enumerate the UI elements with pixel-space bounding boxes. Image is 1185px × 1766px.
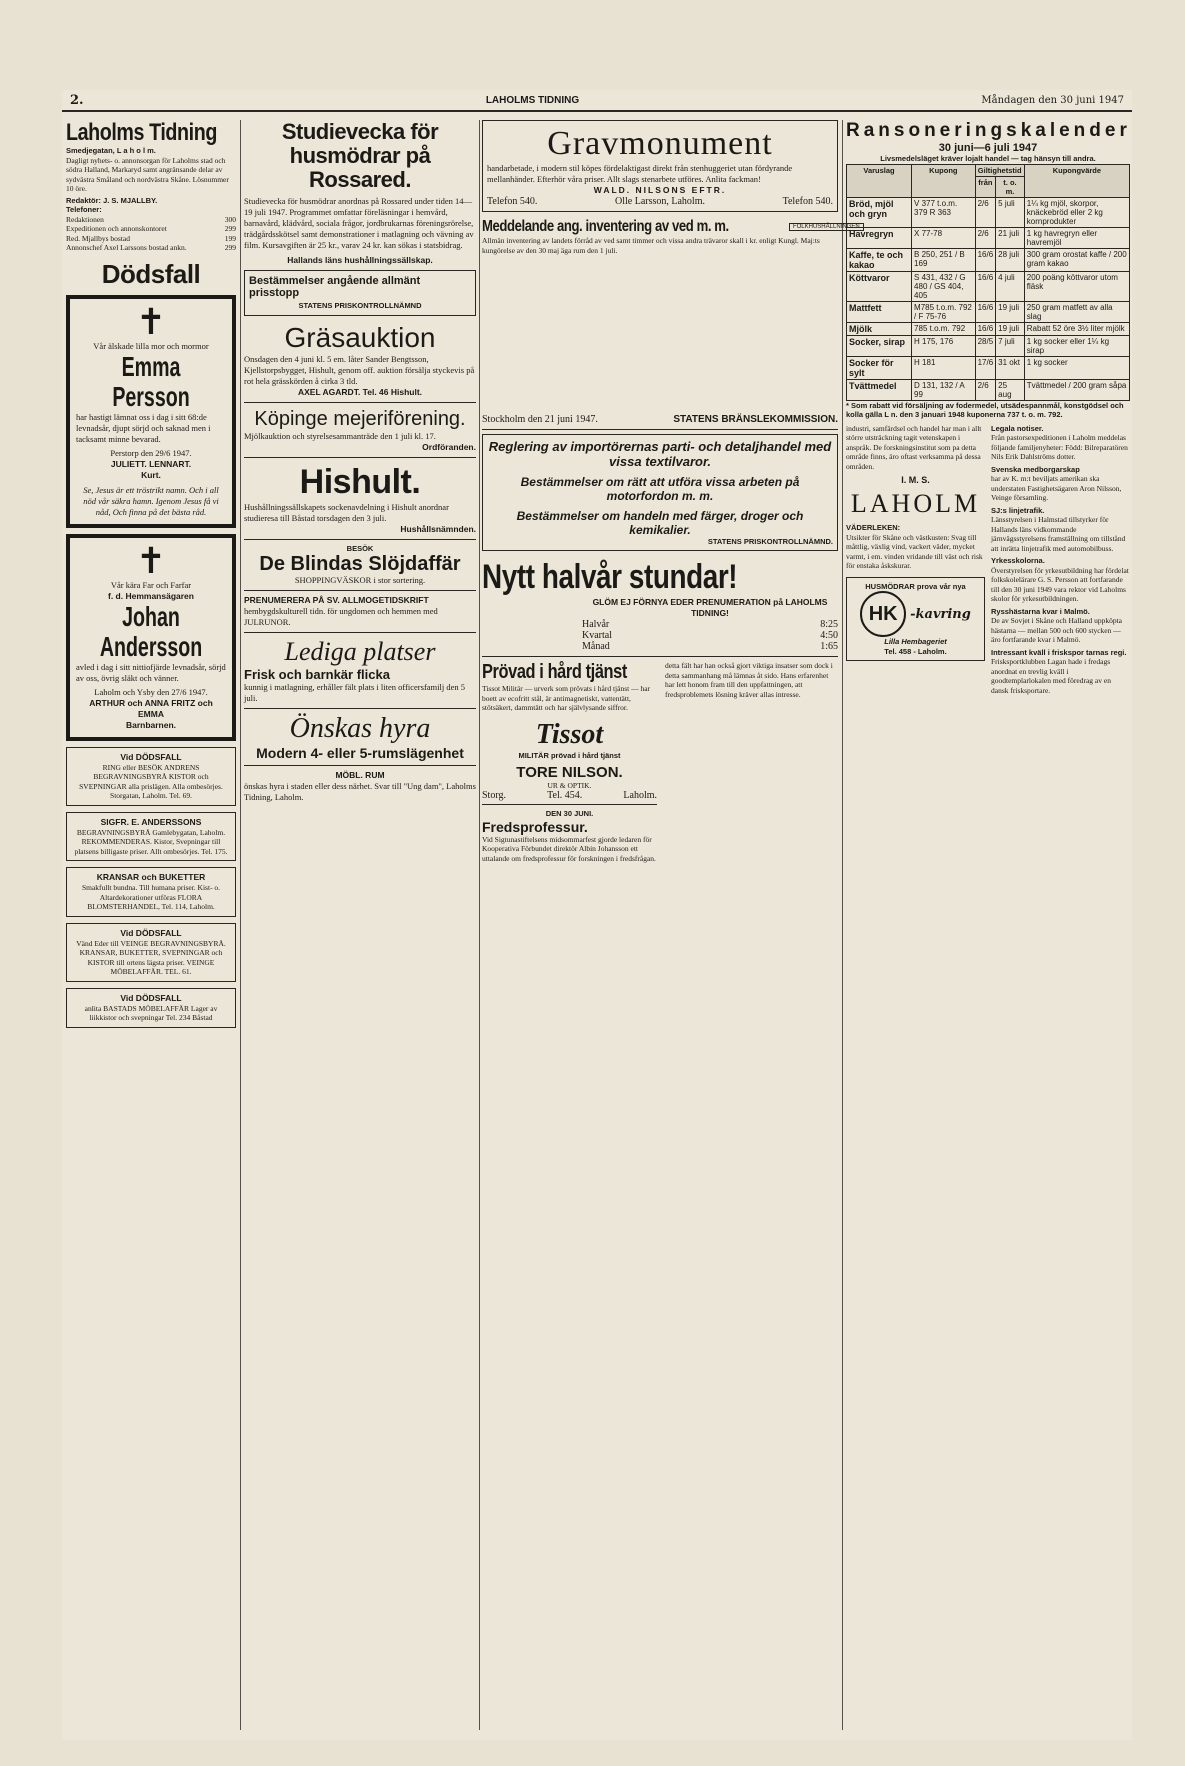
- ad-text: anlita BASTADS MÖBELAFFÄR Lager av liikkistor och svepningar Tel. 234 Båstad: [84, 1003, 218, 1022]
- studievecka-note: Hallands läns hushållningssällskap.: [287, 255, 433, 265]
- ad-head: Vid DÖDSFALL: [120, 992, 182, 1003]
- tore-street: Storg.: [482, 789, 506, 801]
- th-tom: t. o. m.: [996, 176, 1025, 197]
- nytt-sub: GLÖM EJ FÖRNYA EDER PRENUMERATION på LAHOLMS TIDNING!: [592, 597, 828, 618]
- inv-sign: STATENS BRÄNSLEKOMMISSION.: [673, 414, 838, 425]
- notice-signer: Kurt.: [141, 469, 161, 480]
- grav-phone-left: Telefon 540.: [487, 196, 538, 207]
- funeral-ad: [66, 812, 236, 862]
- row-fran: 2/6: [975, 197, 996, 227]
- mobl-title: MÖBL. RUM: [335, 770, 385, 780]
- tissot-logo-sub: MILITÄR prövad i hård tjänst: [518, 750, 621, 760]
- ad-head: Vid DÖDSFALL: [120, 751, 182, 762]
- th-varuslag: Varuslag: [847, 164, 912, 197]
- divider: [244, 457, 476, 458]
- deceased-name: Johan Andersson: [99, 600, 203, 662]
- divider: [244, 539, 476, 540]
- hishult-body: Hushållningssällskapets sockenavdelning i Hishult anordnar studieresa till Båstad torsdagen den 3 juli.: [244, 501, 449, 523]
- vader-body: Utsikter för Skåne och västkusten: Svag till måttlig, växlig vind, vackert väder, mycket varmt, i em. vinden vridande till väst och risk för enstaka åskskurar.: [846, 532, 983, 570]
- inv-date: Stockholm den 21 juni 1947.: [482, 414, 598, 425]
- notice-signers: ARTHUR och ANNA FRITZ och EMMA: [89, 697, 213, 719]
- ad-text: BEGRAVNINGSBYRÅ Gamlebygatan, Laholm. REKOMMENDERAS. Kistor, Svepningar till platsens billigaste priser. Allt ombesörjes. Tel. 175.: [74, 827, 228, 856]
- th-fran: från: [975, 176, 996, 197]
- hk-top: HUSMÖDRAR prova vår nya: [865, 581, 966, 591]
- tore-town: Laholm.: [623, 789, 657, 801]
- yrkes-title: Yrkesskolorna.: [991, 556, 1045, 565]
- row-kupong: M785 t.o.m. 792 / F 75-76: [912, 301, 976, 322]
- funeral-ad: [66, 923, 236, 982]
- row-tom: 4 juli: [996, 271, 1025, 301]
- rk-period: 30 juni—6 juli 1947: [938, 142, 1038, 154]
- paper-name: LAHOLMS TIDNING: [485, 94, 580, 106]
- table-row: [847, 379, 1130, 400]
- row-category: Mattfett: [849, 302, 882, 313]
- newspaper-page: [62, 90, 1132, 1740]
- article-sign: I. M. S.: [901, 475, 930, 485]
- notice-text: avled i dag i sitt nittiofjärde levnadsår, sörjd av oss, övrig släkt och vänner.: [76, 661, 226, 683]
- phone-label: Expeditionen och annonskontoret: [66, 224, 167, 233]
- provad-title: Prövad i hård tjänst: [482, 661, 627, 683]
- price-label: Kvartal: [582, 630, 612, 641]
- divider: [244, 708, 476, 709]
- article-left: [846, 424, 985, 696]
- row-category: Socker för sylt: [849, 357, 894, 378]
- table-row: [847, 335, 1130, 356]
- page-header: [62, 90, 1132, 112]
- legala-body: Från pastorsexpeditionen i Laholm meddelas följande familjenyheter: Född: Bilreparatören Nils Erik Dahlströms dotter.: [991, 433, 1128, 461]
- price-value: 8:25: [820, 619, 838, 630]
- price-list: [482, 619, 838, 652]
- mejeri-body: Mjölkauktion och styrelsesammanträde den 1 juli kl. 17.: [244, 430, 436, 441]
- divider: [482, 804, 657, 805]
- studievecka-body: Studievecka för husmödrar anordnas på Rossared under tiden 14—19 juli 1947. Programmet omfattar föreläsningar i hemvård, barnavård, klädvård, sociala frågor, jordbrukarnas föreningsrörelse, trädgårdsskötsel samt demonstrationer i matlagning och vävning av film. Kursavgiften är 25 kr., varav 24 kr. kan sökas i statsbidrag.: [244, 196, 474, 250]
- hk-tel: Tel. 458 - Laholm.: [884, 646, 947, 656]
- phones-label: Telefoner:: [66, 205, 102, 214]
- sv-body: hembygdskulturell tidn. för ungdomen och hemmen med JULRUNOR.: [244, 606, 438, 627]
- row-tom: 19 juli: [996, 301, 1025, 322]
- price-row: [582, 630, 838, 641]
- notice-intro: Vår kära Far och Farfar: [110, 579, 192, 590]
- tissot-ad: [482, 661, 657, 863]
- mobl-body: önskas hyra i staden eller dess närhet. Svar till "Ung dam", Laholms Tidning, Laholm.: [244, 781, 476, 802]
- hk-logo-icon: HK: [860, 591, 906, 637]
- column-2: [244, 120, 476, 803]
- row-tom: 5 juli: [996, 197, 1025, 227]
- row-kupong: D 131, 132 / A 99: [912, 379, 976, 400]
- phone-row: [66, 215, 236, 225]
- lediga-title: Lediga platser: [284, 637, 436, 666]
- onskas-sub: Modern 4- eller 5-rumslägenhet: [256, 745, 464, 761]
- row-category: Bröd, mjöl och gryn: [849, 198, 894, 219]
- table-row: [847, 322, 1130, 335]
- masthead-title: Laholms Tidning: [66, 119, 217, 146]
- tissot-logo: Tissot: [535, 718, 604, 750]
- phone-number: 300: [224, 214, 236, 224]
- grav-contact: [487, 196, 833, 207]
- cross-icon: ✝: [135, 301, 167, 343]
- death-notice-1: [66, 295, 236, 528]
- laholm-heading: LAHOLM: [850, 489, 981, 518]
- row-tom: 21 juli: [996, 227, 1025, 248]
- notice-intro: Vår älskade lilla mor och mormor: [93, 340, 209, 351]
- price-row: [582, 619, 838, 630]
- studievecka-headline: Studievecka för husmödrar på Rossared.: [281, 119, 439, 192]
- table-row: [847, 356, 1130, 379]
- row-fran: 16/6: [975, 322, 996, 335]
- notice-signers: JULIETT. LENNART.: [110, 458, 192, 469]
- sv-title: PRENUMERERA PÅ SV. ALLMOGETIDSKRIFT: [244, 595, 429, 605]
- row-kupong: B 250, 251 / B 169: [912, 248, 976, 271]
- rys-title: Rysshästarna kvar i Malmö.: [991, 606, 1090, 616]
- vader-title: VÄDERLEKEN:: [846, 523, 901, 532]
- row-fran: 2/6: [975, 379, 996, 400]
- grav-phone-right: Telefon 540.: [782, 196, 833, 207]
- reg-sub1: Bestämmelser om rätt att utföra vissa arbeten på motorfordon m. m.: [520, 474, 800, 503]
- price-row: [582, 641, 838, 652]
- rk-sub: Livsmedelsläget kräver lojalt handel — tag hänsyn till andra.: [880, 154, 1096, 163]
- ad-text: Smakfullt bundna. Till humana priser. Kist- o. Altardekorationer utföras FLORA BLOMSTERHANDEL, Tel. 114, Laholm.: [81, 883, 221, 911]
- nytt-title: Nytt halvår stundar!: [482, 558, 738, 596]
- table-row: [847, 271, 1130, 301]
- death-notice-2: [66, 534, 236, 741]
- dodsfall-heading: Dödsfall: [101, 258, 201, 289]
- ransonering-table: [846, 164, 1130, 401]
- mejeri-title: Köpinge mejeriförening.: [254, 407, 466, 430]
- phone-label: Annonschef Axel Larssons bostad ankn.: [66, 243, 187, 252]
- hishult-sign: Hushållsnämnden.: [400, 523, 476, 534]
- th-kupong: Kupong: [912, 164, 976, 197]
- table-row: [847, 197, 1130, 227]
- row-fran: 16/6: [975, 271, 996, 301]
- divider: [482, 429, 838, 430]
- row-tom: 19 juli: [996, 322, 1025, 335]
- row-tom: 28 juli: [996, 248, 1025, 271]
- intr-title: Intressant kväll i friskspor tarnas regi.: [991, 647, 1127, 657]
- blindas-sub: SHOPPINGVÄSKOR i stor sortering.: [294, 575, 426, 585]
- tore-sub: UR & OPTIK.: [547, 781, 592, 790]
- rys-body: De av Sovjet i Skåne och Halland uppköpta hästarna — mellan 500 och 600 stycken — äro fortfarande kvar i Malmö.: [991, 616, 1123, 644]
- table-row: [847, 248, 1130, 271]
- row-value: Tvättmedel / 200 gram såpa: [1024, 379, 1129, 400]
- yrkes-body: Överstyrelsen för yrkesutbildning har fördelat folkskolelärare G. S. Persson att fortfarande till den 30 juni 1949 vara rektor vid Laholms skolor för yrkesutbildningen.: [991, 565, 1129, 603]
- phone-row: [66, 224, 236, 234]
- grav-title: Gravmonument: [547, 125, 773, 162]
- phone-number: 199: [224, 233, 236, 243]
- tore-name: TORE NILSON.: [516, 764, 623, 781]
- divider: [244, 765, 476, 766]
- article-mid: [665, 661, 838, 863]
- divider: [482, 656, 838, 657]
- divider: [244, 590, 476, 591]
- mejeri-sign: Ordföranden.: [422, 441, 476, 452]
- column-rule: [842, 120, 843, 1730]
- reglering-notice: [482, 434, 838, 552]
- fred-date: DEN 30 JUNI.: [545, 809, 594, 818]
- grav-firm: WALD. NILSONS EFTR.: [593, 185, 727, 195]
- row-fran: 2/6: [975, 227, 996, 248]
- row-tom: 25 aug: [996, 379, 1025, 400]
- grasauktion-title: Gräsauktion: [284, 321, 436, 353]
- row-value: 1 kg havregryn eller havremjöl: [1024, 227, 1129, 248]
- inv-body-fill: [482, 255, 838, 415]
- issue-date: Måndagen den 30 juni 1947: [981, 94, 1124, 106]
- provad-body: Tissot Militär — urverk som prövats i hård tjänst — har boett av ecofritt stål, är antimagnetiskt, vattentätt, stötsäkert, dammtätt och har självlysande siffror.: [482, 684, 651, 712]
- hk-kavring-ad: [846, 577, 985, 662]
- ad-head: Vid DÖDSFALL: [120, 927, 182, 938]
- svenska-body: har av K. m:t beviljats amerikan ska understaten Fastighetsägaren Aron Nilsson, Veinge församling.: [991, 474, 1122, 502]
- row-kupong: H 175, 176: [912, 335, 976, 356]
- phone-row: [66, 243, 236, 253]
- notice-role: f. d. Hemmansägaren: [108, 590, 194, 601]
- inv-body: Allmän inventering av landets förråd av ved samt timmer och vissa andra trävaror skall i kr. enligt Kungl. Maj:ts kungörelse av den 30 maj äga rum den 1 juli.: [482, 236, 820, 255]
- legala-title: Legala notiser.: [991, 423, 1044, 433]
- masthead-address: Smedjegatan, L a h o l m.: [66, 146, 156, 155]
- column-rule: [240, 120, 241, 1730]
- frisk-body: kunnig i matlagning, erhåller fält plats i liten officersfamilj den 5 juli.: [244, 682, 466, 703]
- phone-number: 299: [224, 243, 236, 252]
- hishult-title: Hishult.: [299, 462, 421, 501]
- row-value: 300 gram orostat kaffe / 200 gram kakao: [1024, 248, 1129, 271]
- grav-name: Olle Larsson, Laholm.: [615, 196, 705, 207]
- table-row: [847, 301, 1130, 322]
- notice-signer: Barnbarnen.: [125, 719, 177, 730]
- row-fran: 28/5: [975, 335, 996, 356]
- ad-text: RING eller BESÖK ANDRENS BEGRAVNINGSBYRÅ KISTOR och SVEPNINGAR alla prislägen. Alla ombesörjes. Storgatan, Laholm. Tel. 69.: [79, 762, 223, 800]
- masthead-editor: Redaktör: J. S. MJALLBY.: [66, 195, 158, 205]
- funeral-ad: [66, 867, 236, 917]
- grasauktion-body: Onsdagen den 4 juni kl. 5 em. låter Sander Bengtsson, Kjellstorpsbygget, Hishult, genom off. auktion försälja styckevis på rot hela grässkörden å cirka 3 tld.: [244, 353, 475, 386]
- gravmonument-ad: [482, 120, 838, 212]
- cross-icon: ✝: [135, 540, 167, 582]
- svenska-title: Svenska medborgarskap: [991, 464, 1080, 474]
- funeral-ad: [66, 747, 236, 806]
- column-rule: [479, 120, 480, 1730]
- blindas-pre: BESÖK: [346, 543, 374, 553]
- th-giltighet: Giltighetstid: [975, 164, 1024, 176]
- row-kupong: V 377 t.o.m. 379 R 363: [912, 197, 976, 227]
- rk-title: Ransoneringskalender: [846, 120, 1131, 141]
- ad-text: Vänd Eder till VEINGE BEGRAVNINGSBYRÅ. KRANSAR, BUKETTER, SVEPNINGAR och KISTOR till ortens lägsta priser. VEINGE MÖBELAFFÄR. TEL. 61.: [76, 938, 226, 976]
- article-body: industri, samfärdsel och handel har man i allt större utsträckning tagit vetenskapen i anspråk. De forskningsinstitut som pa detta område finns, äro oftast verksamma på dessa områden.: [846, 423, 982, 471]
- column-3: [482, 120, 860, 863]
- row-tom: 7 juli: [996, 335, 1025, 356]
- row-category: Mjölk: [849, 323, 873, 334]
- row-category: Kaffe, te och kakao: [849, 249, 904, 270]
- intr-body: Frisksportklubben Lagan hade i fredags anordnat en trevlig kväll i goodtemplarlokalen med föredrag av en dansk frisksportare.: [991, 657, 1111, 695]
- row-fran: 16/6: [975, 301, 996, 322]
- prisstopp-notice: [244, 270, 476, 316]
- frisk-title: Frisk och barnkär flicka: [244, 667, 390, 682]
- row-fran: 16/6: [975, 248, 996, 271]
- ad-head: SIGFR. E. ANDERSSONS: [100, 816, 202, 827]
- price-label: Månad: [582, 641, 610, 652]
- row-kupong: X 77-78: [912, 227, 976, 248]
- row-category: Tvättmedel: [849, 380, 897, 391]
- rk-footnote: * Som rabatt vid försäljning av fodermedel, utsädespannmål, konstgödsel och kolla gälla L n. den 3 januari 1948 kuponerna 737 t. o. m. 792.: [846, 400, 1124, 419]
- row-category: Köttvaror: [849, 272, 890, 283]
- inv-title: Meddelande ang. inventering av ved m. m.: [482, 218, 729, 235]
- phone-label: Red. Mjallbys bostad: [66, 233, 130, 243]
- price-label: Halvår: [582, 619, 610, 630]
- onskas-title: Önskas hyra: [289, 713, 431, 744]
- row-category: Havregryn: [849, 228, 894, 239]
- divider: [244, 402, 476, 403]
- masthead-tagline: Dagligt nyhets- o. annonsorgan för Laholms stad och södra Halland, Markaryd samt angränsande delar av sydvästra Småland och nordvästra Skåne. Lösnummer 10 öre.: [66, 155, 229, 193]
- grav-body: handarbetade, i modern stil köpes fördelaktigast direkt från stenhuggeriet utan fördyrande mellanhänder. Efterhör våra priser. Allt slags stenarbete utföres. Anlita fackman!: [487, 163, 793, 184]
- row-value: Rabatt 52 öre 3½ liter mjölk: [1024, 322, 1129, 335]
- phone-number: 299: [224, 224, 236, 233]
- row-kupong: S 431, 432 / G 480 / GS 404, 405: [912, 271, 976, 301]
- reg-title: Reglering av importörernas parti- och detaljhandel med vissa textilvaror.: [488, 438, 832, 469]
- row-value: 250 gram matfett av alla slag: [1024, 301, 1129, 322]
- row-kupong: H 181: [912, 356, 976, 379]
- sj-title: SJ:s linjetrafik.: [991, 505, 1045, 515]
- hk-sub: Lilla Hembageriet: [884, 637, 947, 646]
- notice-text: har hastigt lämnat oss i dag i sitt 68:de levnadsår, djupt sörjd och saknad men i tacksamt minne bevarad.: [76, 411, 211, 444]
- price-value: 1:65: [820, 641, 838, 652]
- prisstopp-title: Bestämmelser angående allmänt prisstopp: [249, 275, 421, 299]
- price-value: 4:50: [820, 630, 838, 641]
- mid-body: detta fält har han också gjort viktiga insatser som dock i detta sammanhang må lämnas åt sido. Hans erfarenhet har lett honom fram till den uppfattningen, att fredsproblemets lösning kräver allas intresse.: [665, 661, 833, 699]
- divider: [244, 632, 476, 633]
- article-right: [991, 424, 1130, 696]
- phone-row: [66, 234, 236, 244]
- th-varde: Kupongvärde: [1024, 164, 1129, 197]
- prisstopp-sign: STATENS PRISKONTROLLNÄMND: [298, 301, 422, 310]
- row-value: 1¼ kg mjöl, skorpor, knäckebröd eller 2 kg kornprodukter: [1024, 197, 1129, 227]
- column-1: [66, 120, 236, 1034]
- grasauktion-sign: AXEL AGARDT. Tel. 46 Hishult.: [297, 386, 423, 397]
- hk-word: -kavring: [910, 606, 971, 622]
- table-row: [847, 227, 1130, 248]
- ad-head: KRANSAR och BUKETTER: [96, 872, 206, 882]
- inv-tag: FOLKHUSHÅLLNINGEN: [789, 223, 864, 231]
- fred-title: Fredsprofessur.: [482, 818, 588, 835]
- row-fran: 17/6: [975, 356, 996, 379]
- deceased-name: Emma Persson: [112, 350, 190, 412]
- row-category: Socker, sirap: [849, 336, 906, 347]
- notice-verse: Se, Jesus är ett tröstrikt namn. Och i all nöd vår säkra hamn. Igenom Jesus få vi nåd, Och finna på det bästa råd.: [83, 484, 219, 517]
- sj-body: Länsstyrelsen i Halmstad tillstyrker för Hallands läns vidkommande järnvägsstyrelsens framställning om tillstånd att inrätta linjetrafik med automobilbuss.: [991, 515, 1126, 553]
- row-value: 1 kg socker eller 1¼ kg sirap: [1024, 335, 1129, 356]
- notice-place-date: Laholm och Ysby den 27/6 1947.: [94, 686, 208, 697]
- blindas-title: De Blindas Slöjdaffär: [259, 553, 461, 575]
- notice-place-date: Perstorp den 29/6 1947.: [110, 447, 192, 458]
- row-tom: 31 okt: [996, 356, 1025, 379]
- row-value: 1 kg socker: [1024, 356, 1129, 379]
- phone-label: Redaktionen: [66, 214, 104, 224]
- row-value: 200 poäng köttvaror utom fläsk: [1024, 271, 1129, 301]
- reg-sub2: Bestämmelser om handeln med färger, droger och kemikalier.: [516, 508, 804, 537]
- reg-sign: STATENS PRISKONTROLLNÄMND.: [707, 536, 833, 546]
- page-number: 2.: [70, 92, 84, 108]
- funeral-ad: [66, 988, 236, 1028]
- inventering-notice: [482, 218, 860, 425]
- fred-body: Vid Sigtunastiftelsens midsommarfest gjorde ledaren för Kooperativa Förbundet direktör Albin Johansson ett uttalande om fredsprofessur för forskningen i fredsfrågan.: [482, 834, 656, 863]
- row-kupong: 785 t.o.m. 792: [912, 322, 976, 335]
- tore-phone: Tel. 454.: [547, 789, 583, 801]
- masthead: [66, 120, 236, 253]
- column-4: [846, 120, 1130, 695]
